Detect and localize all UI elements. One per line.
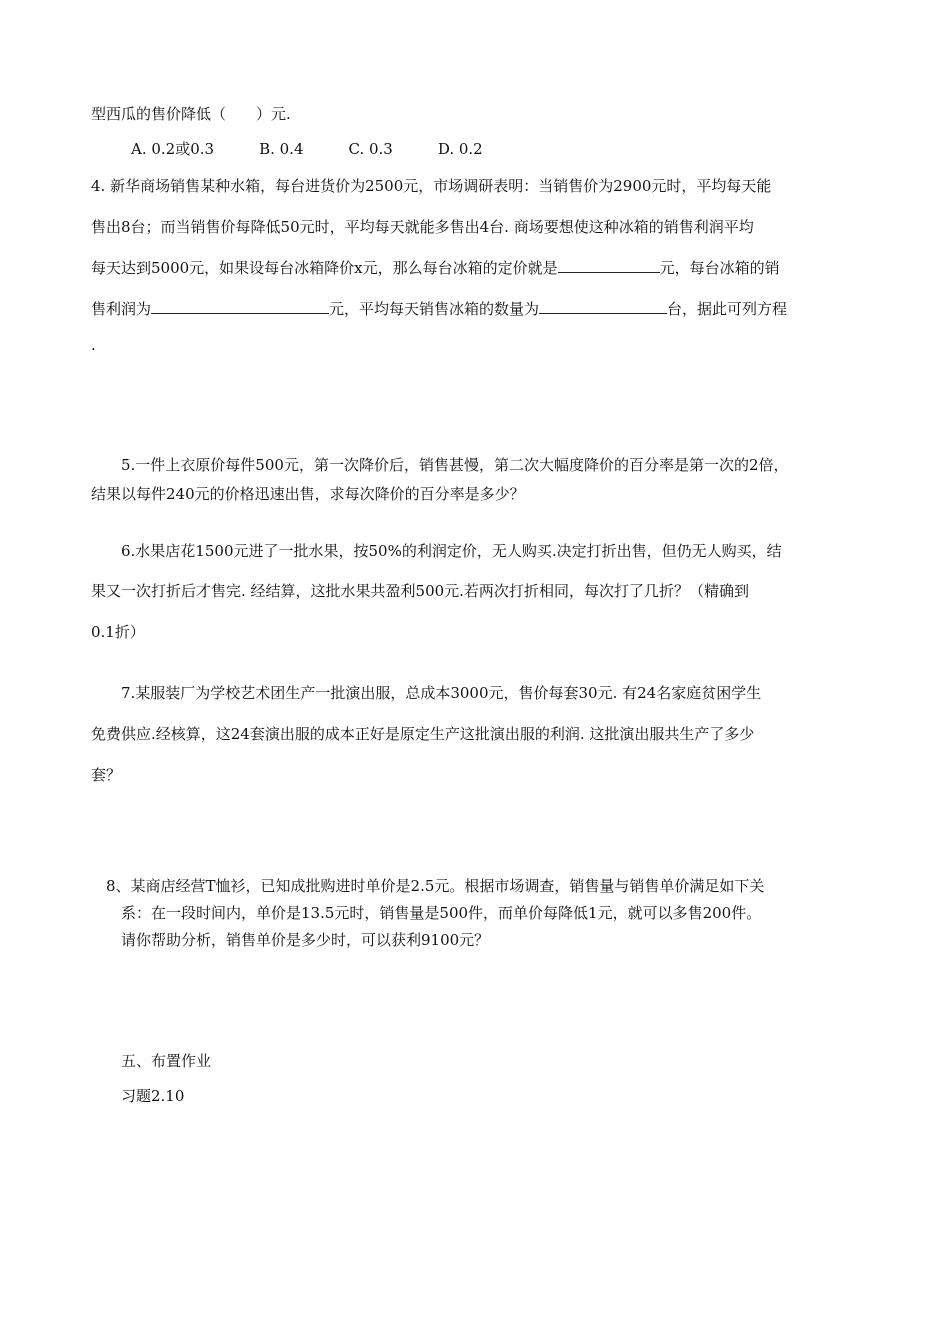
q7-line-1: 7.某服装厂为学校艺术团生产一批演出服，总成本3000元，售价每套30元. 有24名家庭贫困学生: [121, 684, 762, 702]
q3-line-1: 型西瓜的售价降低（ ）元.: [91, 105, 291, 123]
homework-heading: 五、布置作业: [121, 1052, 212, 1070]
q4-line-2: 售出8台；而当销售价每降低50元时，平均每天就能多售出4台. 商场要想使这种冰箱的销售利润平均: [91, 218, 754, 236]
q4-line-4: [91, 299, 787, 319]
answer-blank-quantity: [539, 299, 667, 314]
q5-line-1: 5.一件上衣原价每件500元，第一次降价后，销售甚慢，第二次大幅度降价的百分率是第一次的2倍，: [121, 456, 789, 474]
q5-line-2: 结果以每件240元的价格迅速出售，求每次降价的百分率是多少？: [91, 485, 525, 503]
q4-line-3: [91, 258, 780, 278]
q6-line-3: 0.1折）: [91, 623, 145, 641]
q8-line-1: 8、某商店经营T恤衫，已知成批购进时单价是2.5元。根据市场调查，销售量与销售单价满足如下关: [106, 877, 765, 895]
q4-line-5: .: [91, 336, 96, 354]
answer-blank-profit: [151, 299, 329, 314]
q7-line-2: 免费供应.经核算，这24套演出服的成本正好是原定生产这批演出服的利润. 这批演出服共生产了多少: [91, 725, 755, 743]
q6-line-1: 6.水果店花1500元进了一批水果，按50%的利润定价，无人购买.决定打折出售，但仍无人购买，结: [121, 542, 782, 560]
homework-item: 习题2.10: [121, 1087, 185, 1105]
q8-line-3: 请你帮助分析，销售单价是多少时，可以获利9100元？: [121, 931, 490, 949]
q4-line-4-text-b: 元，平均每天销售冰箱的数量为: [329, 300, 540, 318]
q4-line-3-text-a: 每天达到5000元，如果设每台冰箱降价x元，那么每台冰箱的定价就是: [91, 259, 558, 277]
q4-line-1: 4. 新华商场销售某种水箱，每台进货价为2500元，市场调研表明：当销售价为2900元时，平均每天能: [91, 177, 772, 195]
q4-line-3-text-b: 元，每台冰箱的销: [659, 259, 780, 277]
q7-line-3: 套？: [91, 766, 122, 784]
q4-line-4-text-c: 台，据此可列方程: [667, 300, 788, 318]
answer-blank-price: [558, 258, 660, 273]
q6-line-2: 果又一次打折后才售完. 经结算，这批水果共盈利500元.若两次打折相同，每次打了几折？（精确到: [91, 582, 749, 600]
q8-line-2: 系：在一段时间内，单价是13.5元时，销售量是500件，而单价每降低1元，就可以多售200件。: [121, 904, 762, 922]
q4-line-4-text-a: 售利润为: [91, 300, 152, 318]
q3-options: A. 0.2或0.3 B. 0.4 C. 0.3 D. 0.2: [131, 140, 483, 158]
